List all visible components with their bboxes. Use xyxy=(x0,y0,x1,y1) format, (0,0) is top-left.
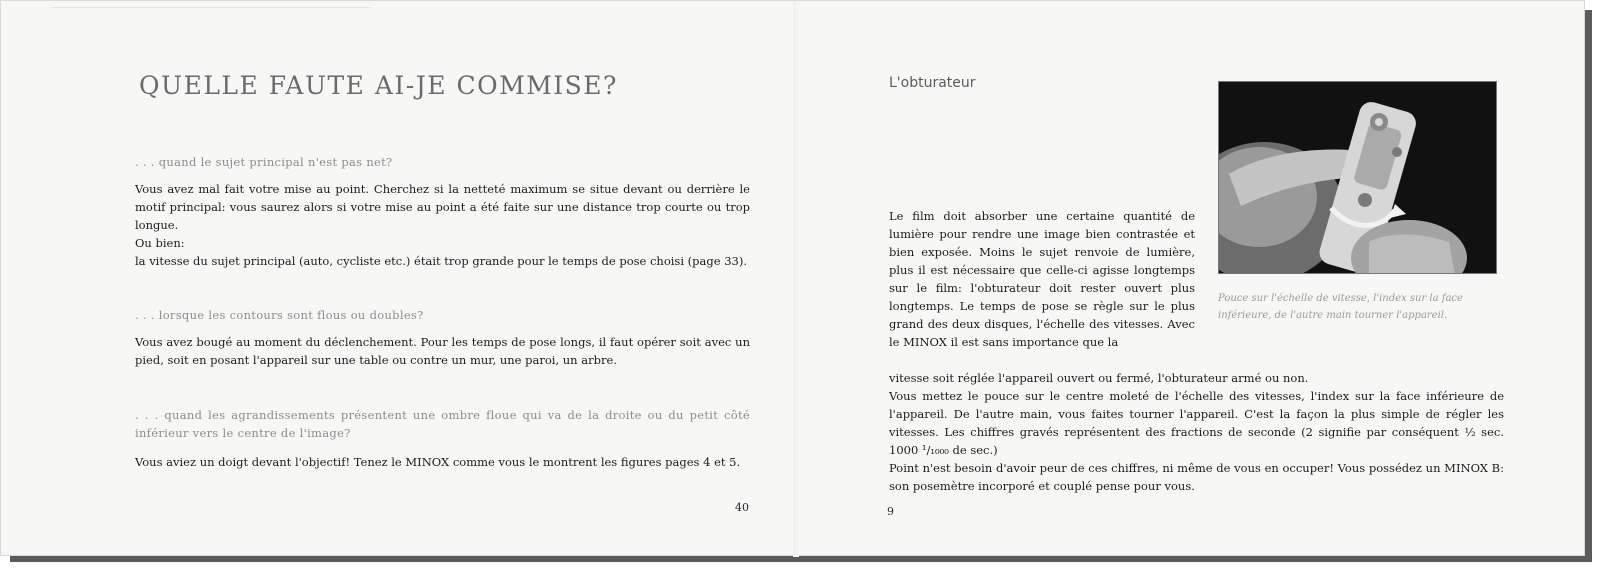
shutter-text-1: vitesse soit réglée l'appareil ouvert ou fermé, l'obturateur armé ou non. xyxy=(889,371,1309,385)
hands-holding-camera-illustration xyxy=(1219,82,1497,274)
answer-3: Vous aviez un doigt devant l'objectif! Tenez le MINOX comme vous le montrent les figures pages 4 et 5. xyxy=(135,455,741,469)
book-gutter xyxy=(793,1,799,557)
page-number-left: 40 xyxy=(735,501,749,514)
question-2: . . . lorsque les contours sont flous ou doubles? xyxy=(135,308,424,322)
answer-1-cont: la vitesse du sujet principal (auto, cycliste etc.) était trop grande pour le temps de pose choisi (page 33). xyxy=(135,254,747,268)
section-heading: L'obturateur xyxy=(889,75,976,91)
shutter-column-text: Le film doit absorber une certaine quantité de lumière pour rendre une image bien contrastée et bien exposée. Moins le sujet renvoie de lumière, plus il est nécessaire que celle-ci agisse longtemps sur le film: l'obturateur doit rester ouvert plus longtemps. Le temps de pose se règle sur le plus grand des deux disques, l'échelle des vitesses. Avec le MINOX il est sans importance que la xyxy=(889,209,1195,349)
answer-2: Vous avez bougé au moment du déclenchement. Pour les temps de pose longs, il faut opérer soit avec un pied, soit en posant l'appareil sur une table ou contre un mur, une paroi, un arbre. xyxy=(135,335,750,367)
shutter-text-3: Point n'est besoin d'avoir peur de ces chiffres, ni même de vous en occuper! Vous possédez un MINOX B: son posemètre incorporé et couplé pense pour vous. xyxy=(889,461,1504,493)
question-1: . . . quand le sujet principal n'est pas net? xyxy=(135,155,393,169)
answer-1: Vous avez mal fait votre mise au point. Cherchez si la netteté maximum se situe devant ou derrière le motif principal: vous saurez alors si votre mise au point a été faite sur une distance trop courte ou trop longue. xyxy=(135,182,750,232)
answer-1-or: Ou bien: xyxy=(135,236,185,250)
shutter-text-2: Vous mettez le pouce sur le centre moleté de l'échelle des vitesses, l'index sur la face inférieure de l'appareil. De l'autre main, vous faites tourner l'appareil. C'est la façon la plus simple de régler les vitesses. Les chiffres gravés représentent des fractions de seconde (2 signifie par conséquent ½ sec. 1000 ¹/₁₀₀₀ de sec.) xyxy=(889,389,1504,457)
page-title: QUELLE FAUTE AI-JE COMMISE? xyxy=(139,71,618,100)
question-3: . . . quand les agrandissements présentent une ombre floue qui va de la droite ou du petit côté inférieur vers le centre de l'image? xyxy=(135,408,750,440)
photo-caption: Pouce sur l'échelle de vitesse, l'index sur la face inférieure, de l'autre main tourner l'appareil. xyxy=(1218,293,1463,321)
camera-photo xyxy=(1218,81,1497,274)
scan-mark xyxy=(51,7,371,8)
page-number-right: 9 xyxy=(887,505,894,518)
